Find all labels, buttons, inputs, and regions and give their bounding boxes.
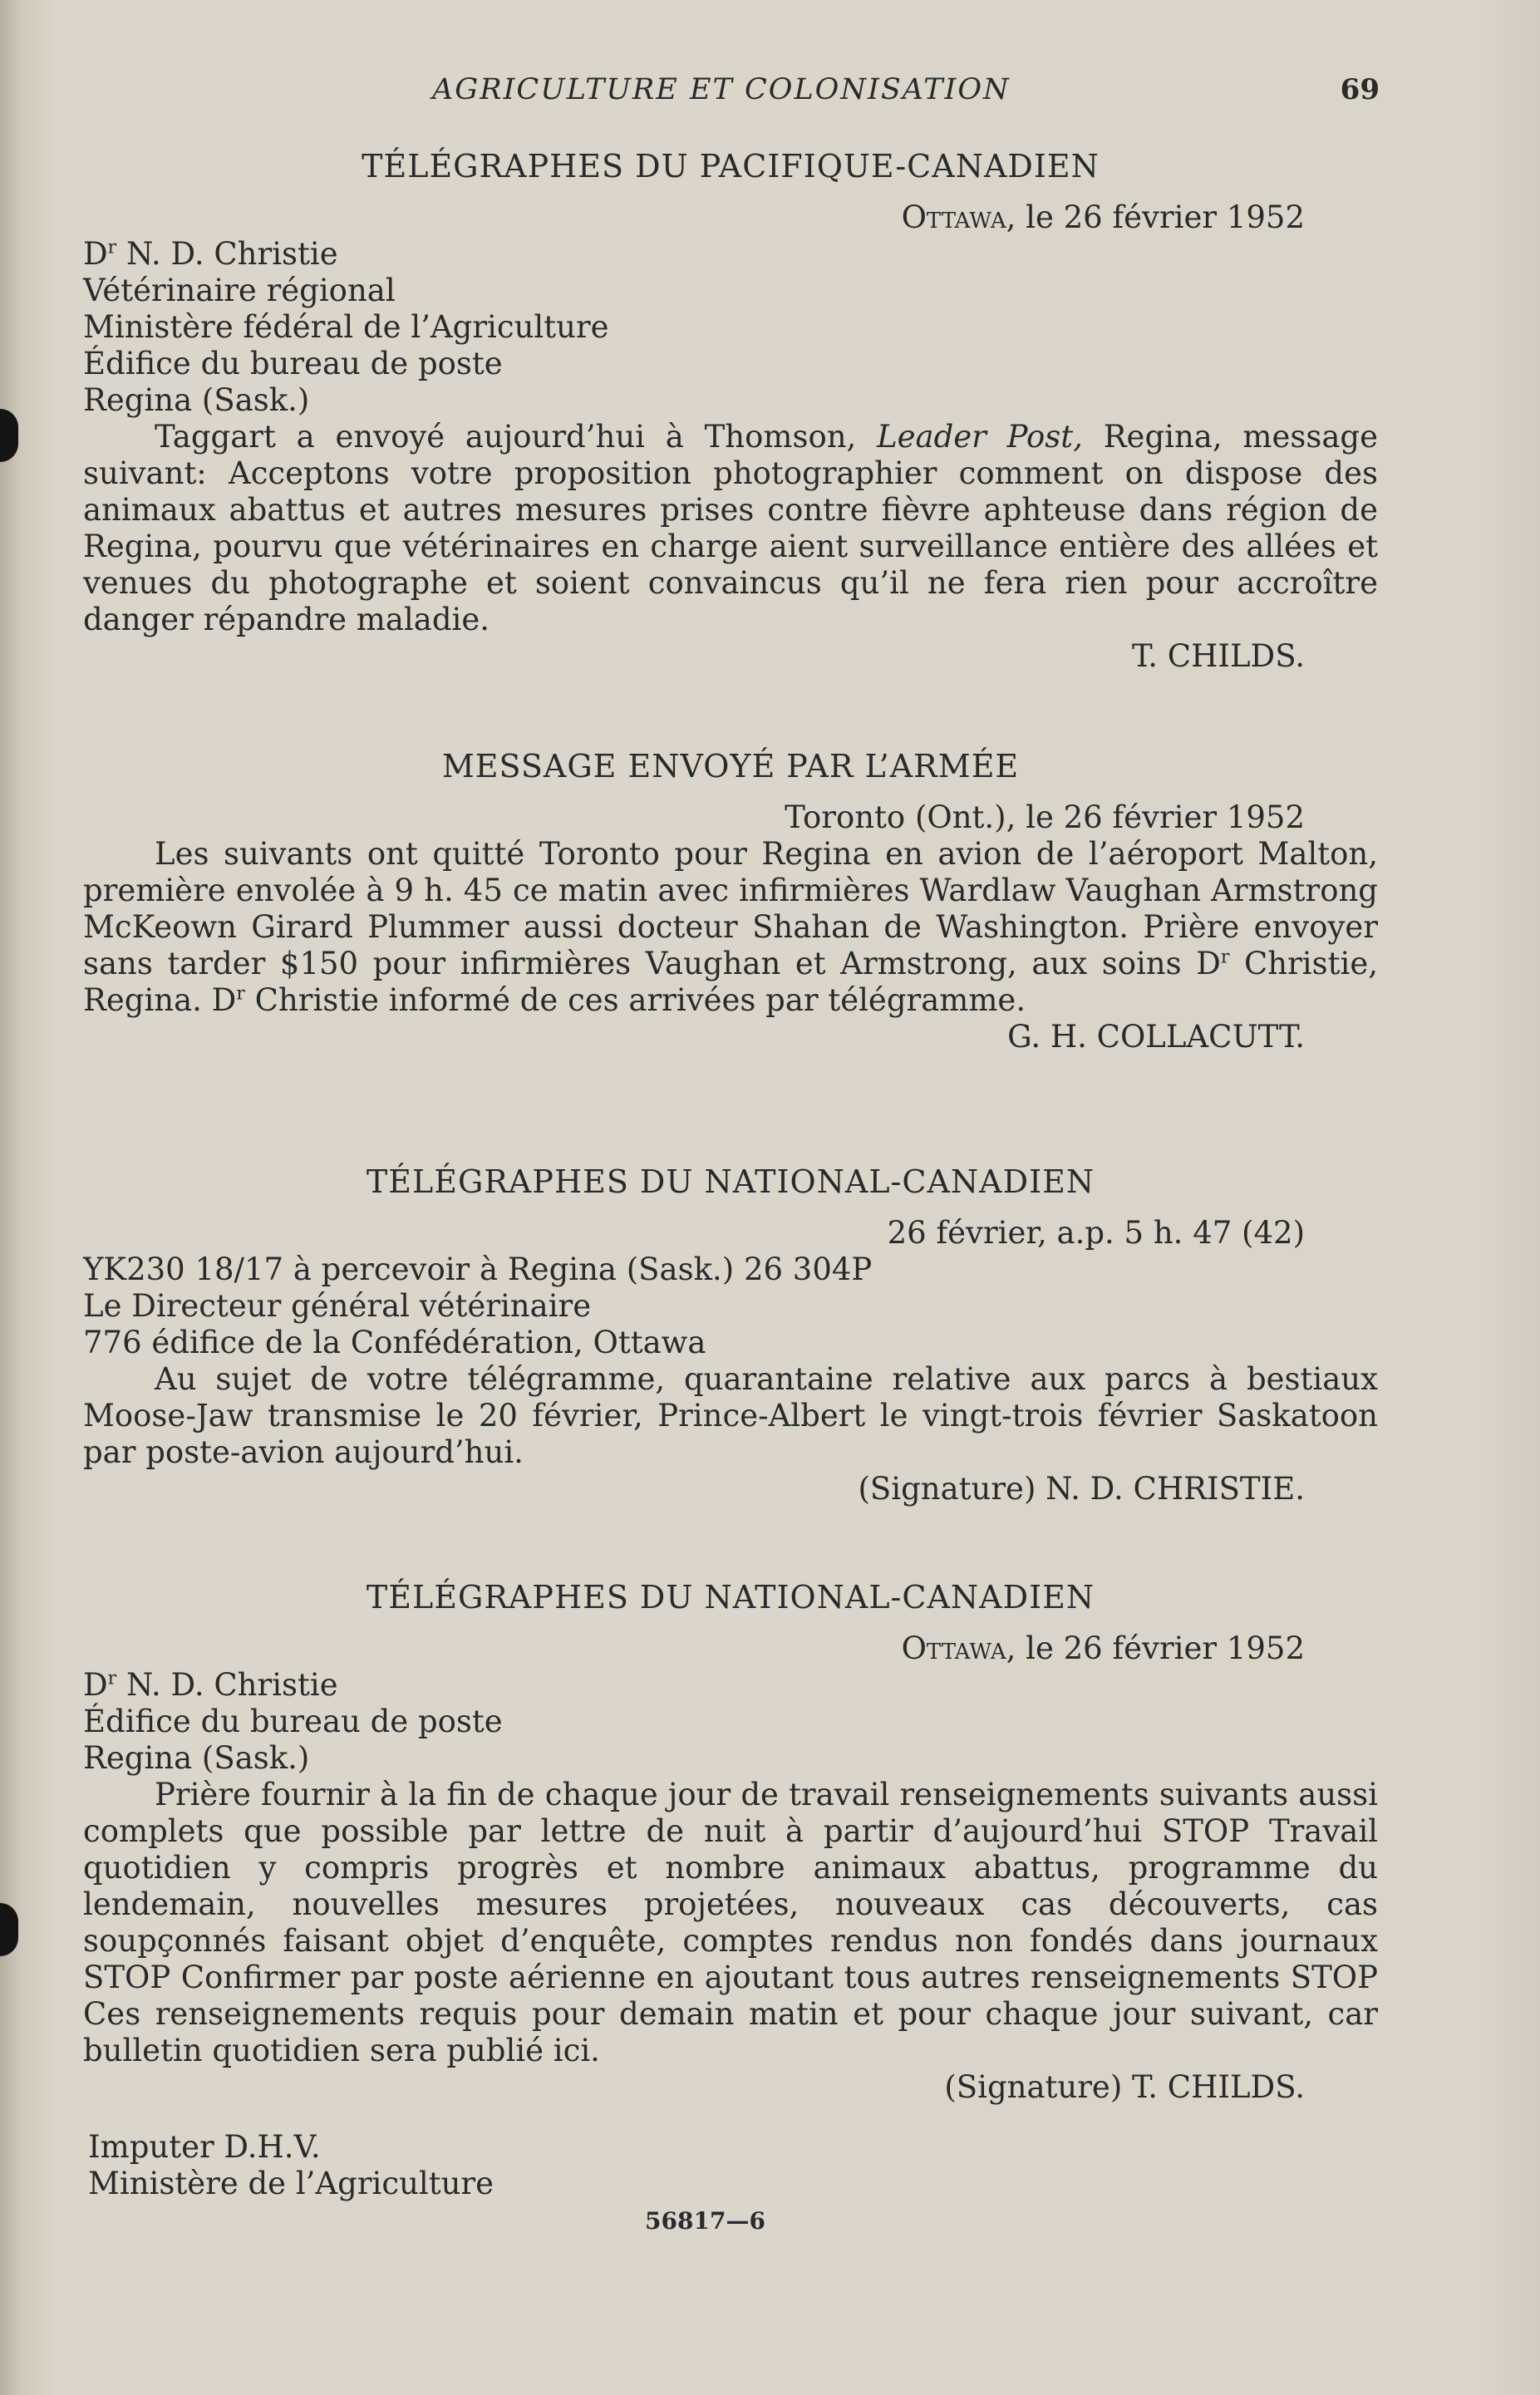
signature: (Signature) N. D. CHRISTIE. [858,1471,1305,1507]
signature: G. H. COLLACUTT. [1007,1019,1305,1055]
telegram-section-1 [83,148,1378,675]
running-head: AGRICULTURE ET COLONISATION [432,73,1011,106]
signature: (Signature) T. CHILDS. [944,2069,1305,2105]
addressee-name: N. D. Christie [116,1667,338,1703]
section-title: TÉLÉGRAPHES DU NATIONAL-CANADIEN [366,1163,1095,1200]
print-code [0,2207,1540,2235]
charge-line: Imputer D.H.V. [88,2129,321,2165]
body-text: Taggart a envoyé aujourd’hui à Thomson, [155,419,878,455]
message-body: Au sujet de votre télégramme, quarantaine relative aux parcs à bestiaux Moose-Jaw transmise le 20 février, Prince-Albert le vingt-trois février Saskatoon par poste-avion aujourd’hui. [83,1361,1378,1470]
dateline-place: Ottawa [901,199,1006,235]
address-line: Regina (Sask.) [83,382,310,418]
dateline [83,1630,1378,1667]
address-line: Édifice du bureau de poste [83,1704,503,1739]
signature: T. CHILDS. [1132,638,1305,674]
dateline-date: , le 26 février 1952 [1006,1630,1305,1666]
section-title: TÉLÉGRAPHES DU PACIFIQUE-CANADIEN [362,148,1100,184]
dateline: Toronto (Ont.), le 26 février 1952 [785,799,1305,835]
body-text: Christie informé de ces arrivées par télégramme. [244,982,1026,1018]
address-line: 776 édifice de la Confédération, Ottawa [83,1325,706,1360]
dateline-place: Ottawa [901,1630,1006,1666]
binding-hole [0,409,18,462]
page-header [83,73,1380,115]
address-line: YK230 18/17 à percevoir à Regina (Sask.) 26 304P [83,1252,873,1287]
address-line: Vétérinaire régional [83,273,396,308]
title-sup: r [1220,947,1230,968]
section-title: MESSAGE ENVOYÉ PAR L’ARMÉE [441,748,1020,784]
telegram-section-3 [83,1163,1378,1507]
message-body [83,836,1378,1019]
body-text: Regina, message suivant: Acceptons votre proposition photographier comment on dispose des animaux abattus et autres mesures prises contre fièvre aphteuse dans région de Regina, pourvu que vétérinaires en charge aient surveillance entière des allées et venues du photographe et soient convaincus qu’il ne fera rien pour accroître danger répandre maladie. [83,419,1378,637]
addressee-title: D [83,236,108,272]
telegram-section-2 [83,748,1378,1055]
addressee [83,1667,1378,1704]
body-text: Christie, Regina. D [83,946,1378,1018]
print-code-text: 56817—6 [645,2207,765,2235]
address-line: Regina (Sask.) [83,1740,310,1776]
addressee-title-sup: r [107,1668,117,1689]
charge-line: Ministère de l’Agriculture [88,2166,494,2201]
address-line: Ministère fédéral de l’Agriculture [83,309,609,345]
newspaper-name: Leader Post, [877,419,1083,455]
page-number: 69 [1340,73,1380,106]
title-sup: r [236,983,245,1005]
dateline [83,199,1378,236]
section-title: TÉLÉGRAPHES DU NATIONAL-CANADIEN [366,1579,1095,1616]
dateline: 26 février, a.p. 5 h. 47 (42) [887,1215,1305,1251]
addressee [83,236,1378,273]
body-text: Les suivants ont quitté Toronto pour Regina en avion de l’aéroport Malton, première envolée à 9 h. 45 ce matin avec infirmières Wardlaw Vaughan Armstrong McKeown Girard Plummer aussi docteur Shahan de Washington. Prière envoyer sans tarder $150 pour infirmières Vaughan et Armstrong, aux soins D [83,836,1378,981]
charge-note [88,2129,494,2202]
addressee-title: D [83,1667,108,1703]
telegram-section-4 [83,1579,1378,2106]
binding-hole [0,1903,18,1956]
message-body [83,419,1378,638]
addressee-title-sup: r [107,237,117,258]
address-line: Le Directeur général vétérinaire [83,1288,592,1324]
message-body: Prière fournir à la fin de chaque jour de travail renseignements suivants aussi complets que possible par lettre de nuit à partir d’aujourd’hui STOP Travail quotidien y compris progrès et nombre animaux abattus, programme du lendemain, nouvelles mesures projetées, nouveaux cas découverts, cas soupçonnés faisant objet d’enquête, comptes rendus non fondés dans journaux STOP Confirmer par poste aérienne en ajoutant tous autres renseignements STOP Ces renseignements requis pour demain matin et pour chaque jour suivant, car bulletin quotidien sera publié ici. [83,1777,1378,2068]
address-line: Édifice du bureau de poste [83,346,503,381]
dateline-date: , le 26 février 1952 [1006,199,1305,235]
addressee-name: N. D. Christie [116,236,338,272]
